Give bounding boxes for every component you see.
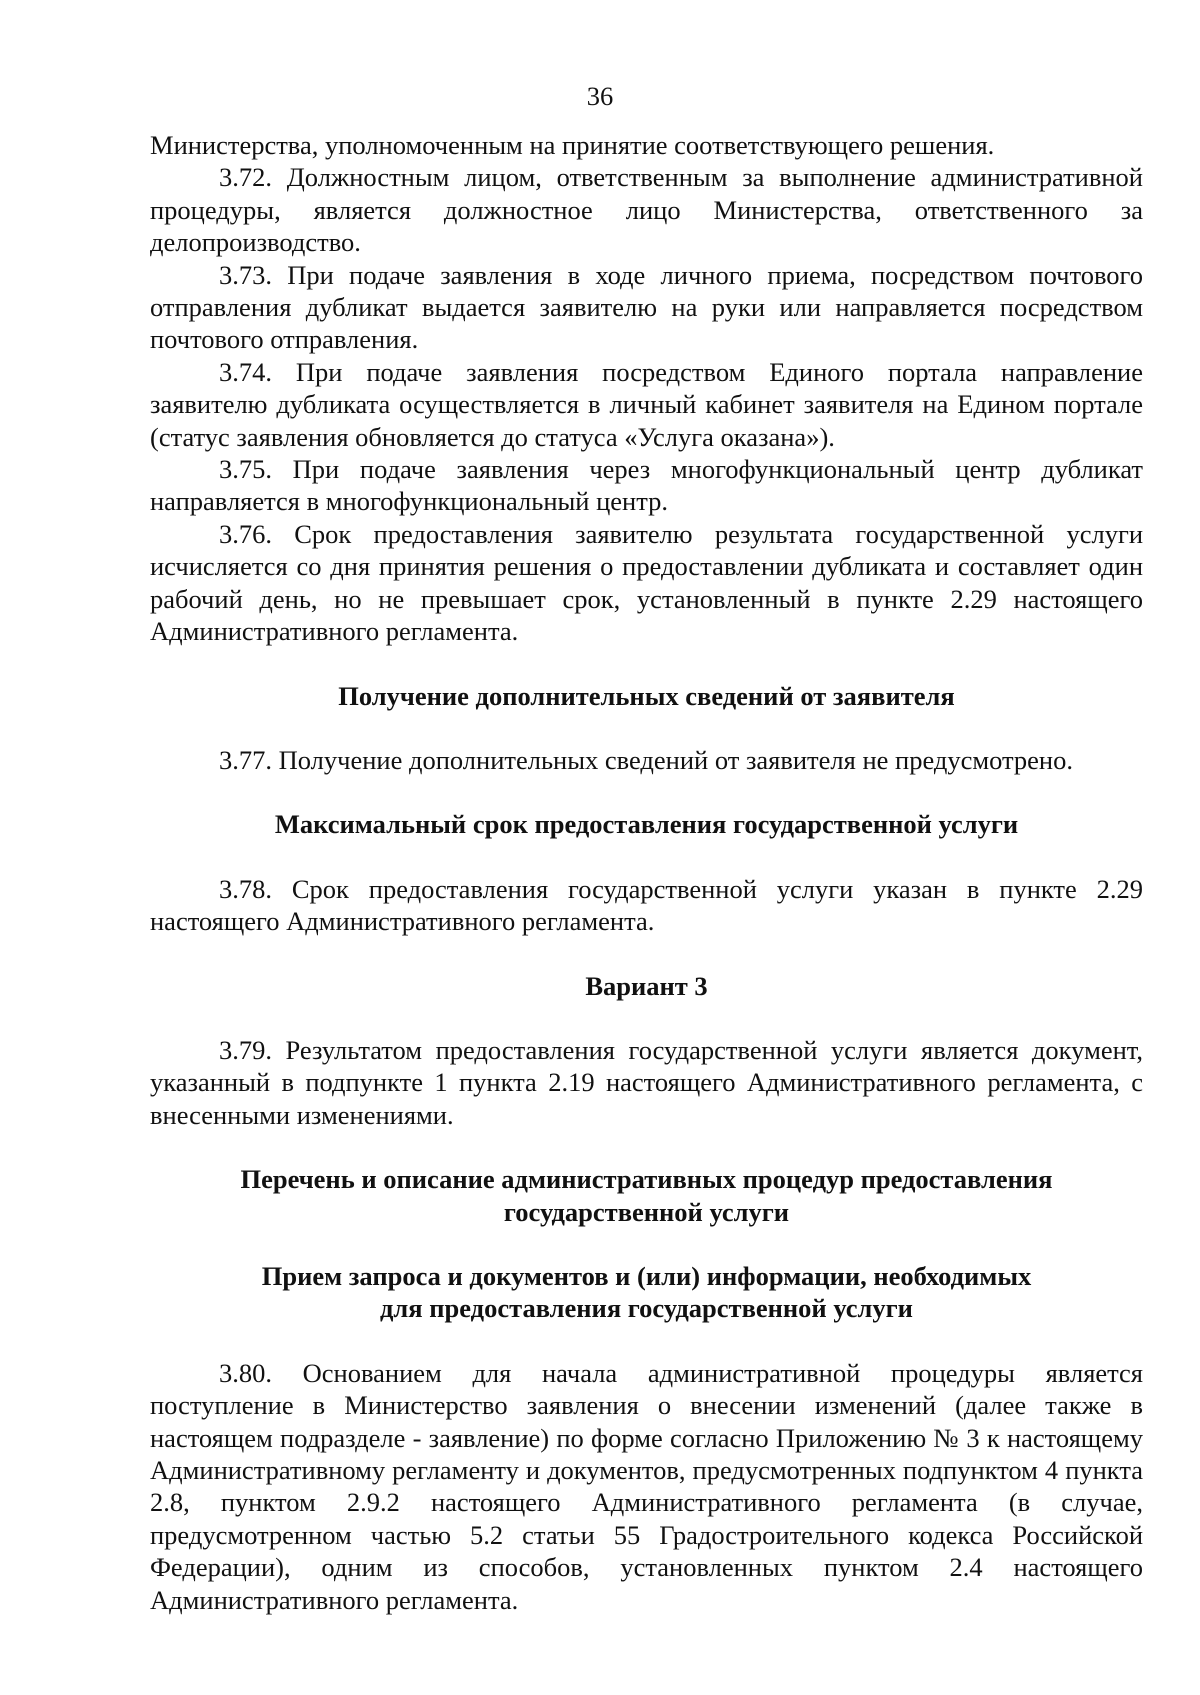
paragraph: 3.78. Срок предоставления государственной услуги указан в пункте 2.29 настоящего Административного регламента. <box>150 873 1143 937</box>
section-heading-line: Получение дополнительных сведений от заявителя <box>338 680 955 711</box>
section-heading-line: для предоставления государственной услуги <box>380 1293 913 1324</box>
page-number: 36 <box>586 81 614 111</box>
section-heading-line: Перечень и описание административных процедур предоставления <box>240 1164 1053 1195</box>
section-spacer <box>150 1325 1143 1357</box>
section-heading-line: Вариант 3 <box>585 970 708 1001</box>
paragraph: 3.75. При подаче заявления через многофункциональный центр дубликат направляется в многофункциональный центр. <box>150 454 1143 517</box>
paragraph: 3.73. При подаче заявления в ходе личного приема, посредством почтового отправления дубликат выдается заявителю на руки или направляется посредством почтового отправления. <box>150 259 1143 355</box>
paragraph: 3.74. При подаче заявления посредством Единого портала направление заявителю дубликата осуществляется в личный кабинет заявителя на Едином портале (статус заявления обновляется до статуса «Услуга оказана»). <box>150 356 1143 452</box>
paragraph: 3.79. Результатом предоставления государственной услуги является документ, указанный в подпункте 1 пункта 2.19 настоящего Административного регламента, с внесенными изменениями. <box>150 1034 1143 1130</box>
section-spacer <box>150 648 1143 680</box>
paragraph: 3.72. Должностным лицом, ответственным за выполнение административной процедуры, является должностное лицо Министерства, ответственного за делопроизводство. <box>150 162 1143 258</box>
section-heading-line: государственной услуги <box>503 1196 790 1227</box>
paragraph: 3.80. Основанием для начала административной процедуры является поступление в Министерство заявления о внесении изменений (далее также в настоящем подразделе - заявление) по форме согласно Приложению № 3 к настоящему Административному регламенту и документов, предусмотренных подпунктом 4 пункта 2.8, пунктом 2.9.2 настоящего Административного регламента (в случае, предусмотренном частью 5.2 статьи 55 Градостроительного кодекса Российской Федерации), одним из способов, установленных пунктом 2.4 настоящего Административного регламента. <box>150 1357 1143 1615</box>
section-spacer <box>150 841 1143 873</box>
section-heading <box>150 970 1143 1002</box>
section-spacer <box>150 1228 1143 1260</box>
section-heading-line: Прием запроса и документов и (или) информации, необходимых <box>261 1260 1032 1291</box>
section-heading <box>150 1260 1143 1325</box>
paragraph: Министерства, уполномоченным на принятие соответствующего решения. <box>150 130 995 160</box>
section-heading <box>150 680 1143 712</box>
section-heading <box>150 808 1143 840</box>
section-heading <box>150 1163 1143 1228</box>
section-spacer <box>150 776 1143 808</box>
section-heading-line: Максимальный срок предоставления государственной услуги <box>274 809 1019 840</box>
section-spacer <box>150 1131 1143 1163</box>
document-body <box>150 129 1143 1616</box>
paragraph: 3.76. Срок предоставления заявителю результата государственной услуги исчисляется со дня принятия решения о предоставлении дубликата и составляет один рабочий день, но не превышает срок, установленный в пункте 2.29 настоящего Административного регламента. <box>150 518 1143 647</box>
paragraph: 3.77. Получение дополнительных сведений от заявителя не предусмотрено. <box>219 744 1073 775</box>
section-spacer <box>150 1002 1143 1034</box>
section-spacer <box>150 938 1143 970</box>
section-spacer <box>150 712 1143 744</box>
